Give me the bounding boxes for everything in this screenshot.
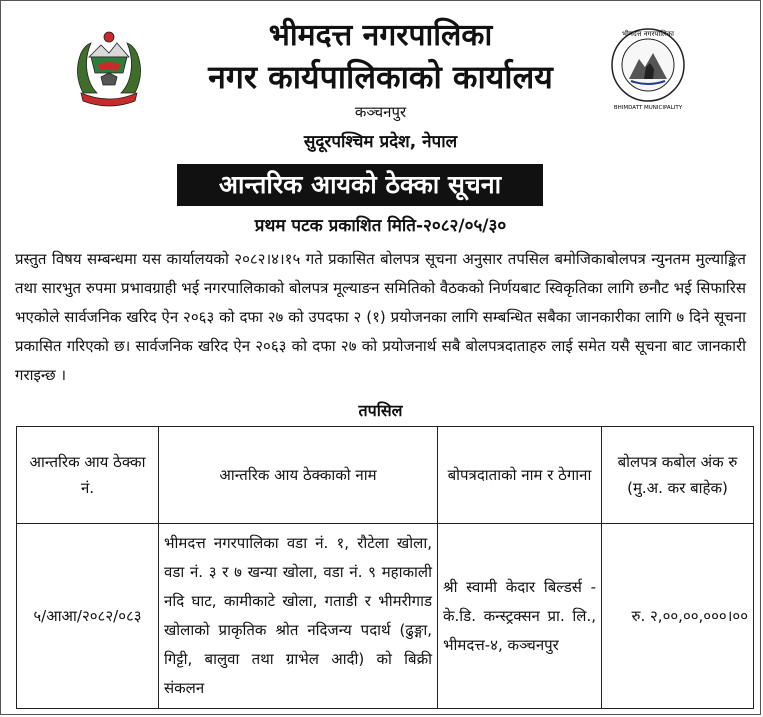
notice-body: प्रस्तुत विषय सम्बन्धमा यस कार्यालयको २०८२।४।१५ गते प्रकासित बोलपत्र सूचना अनुसार तपसिल बमोजिकाबोलपत्र न्युनतम मुल्याङ्कित तथा सारभुत रुपमा प्रभावग्राही भई नगरपालिकाको बोलपत्र मूल्याङन समितिको वैठकको निर्णयबाट स्विकृतिका लागि छनौट भई सिफारिस भएकोले सार्वजनिक खरिद ऐन २०६३ को दफा २७ को उपदफा २ (१) प्रयोजनका लागि सम्बन्धित सबैका जानकारीका लागि ७ दिने सूचना प्रकासित गरिएको छ। सार्वजनिक खरिद ऐन २०६३ को दफा २७ को प्रयोजनार्थ सबै बोलपत्रदाताहरु लाई समेत यसै सूचना बाट जानकारी गराइन्छ । xyxy=(15,250,746,384)
notice-title: आन्तरिक आयको ठेक्का सूचना xyxy=(177,164,543,206)
schedule-table xyxy=(16,426,754,709)
table-header-row xyxy=(17,427,754,524)
table-row xyxy=(17,524,754,709)
cell-bidder: श्री स्वामी केदार बिल्डर्स - के.डि. कन्स्ट्रक्सन प्रा. लि., भीमदत्त-४, कञ्चनपुर xyxy=(438,524,602,709)
svg-text:भीमदत्त नगरपालिका: भीमदत्त नगरपालिका xyxy=(622,30,674,38)
svg-text:BHIMDATT MUNICIPALITY: BHIMDATT MUNICIPALITY xyxy=(613,105,683,111)
schedule-heading: तपसिल xyxy=(358,401,403,420)
municipality-name: भीमदत्त नगरपालिका xyxy=(268,18,493,53)
header-amount: बोलपत्र कबोल अंक रु (मु.अ. कर बाहेक) xyxy=(602,427,754,524)
province-name: सुदूरपश्चिम प्रदेश, नेपाल xyxy=(303,132,458,152)
district-name: कञ्चनपुर xyxy=(354,103,407,121)
cell-amount: रु. २,००,००,०००।०० xyxy=(602,524,754,709)
published-date: प्रथम पटक प्रकाशित मिति-२०८२/०५/३० xyxy=(254,216,507,236)
cell-contract-name: भीमदत्त नगरपालिका वडा नं. १, रौटेला खोला, वडा नं. ३ र ७ खन्या खोला, वडा नं. ९ महाकाली नदि घाट, कामीकाटे खोला, गताडी र भीमरीगाड खोलाको प्राकृतिक श्रोत नदिजन्य पदार्थ (ढुङ्गा, गिट्टी, बालुवा तथा ग्राभेल आदी) को बिक्री संकलन xyxy=(159,524,438,709)
header-contract-name: आन्तरिक आय ठेक्काको नाम xyxy=(159,427,438,524)
header-bidder: बोपत्रदाताको नाम र ठेगाना xyxy=(438,427,602,524)
header-contract-no: आन्तरिक आय ठेक्का नं. xyxy=(17,427,159,524)
office-name: नगर कार्यपालिकाको कार्यालय xyxy=(208,58,553,96)
cell-contract-no: ५/आआ/२०८२/०८३ xyxy=(17,524,159,709)
